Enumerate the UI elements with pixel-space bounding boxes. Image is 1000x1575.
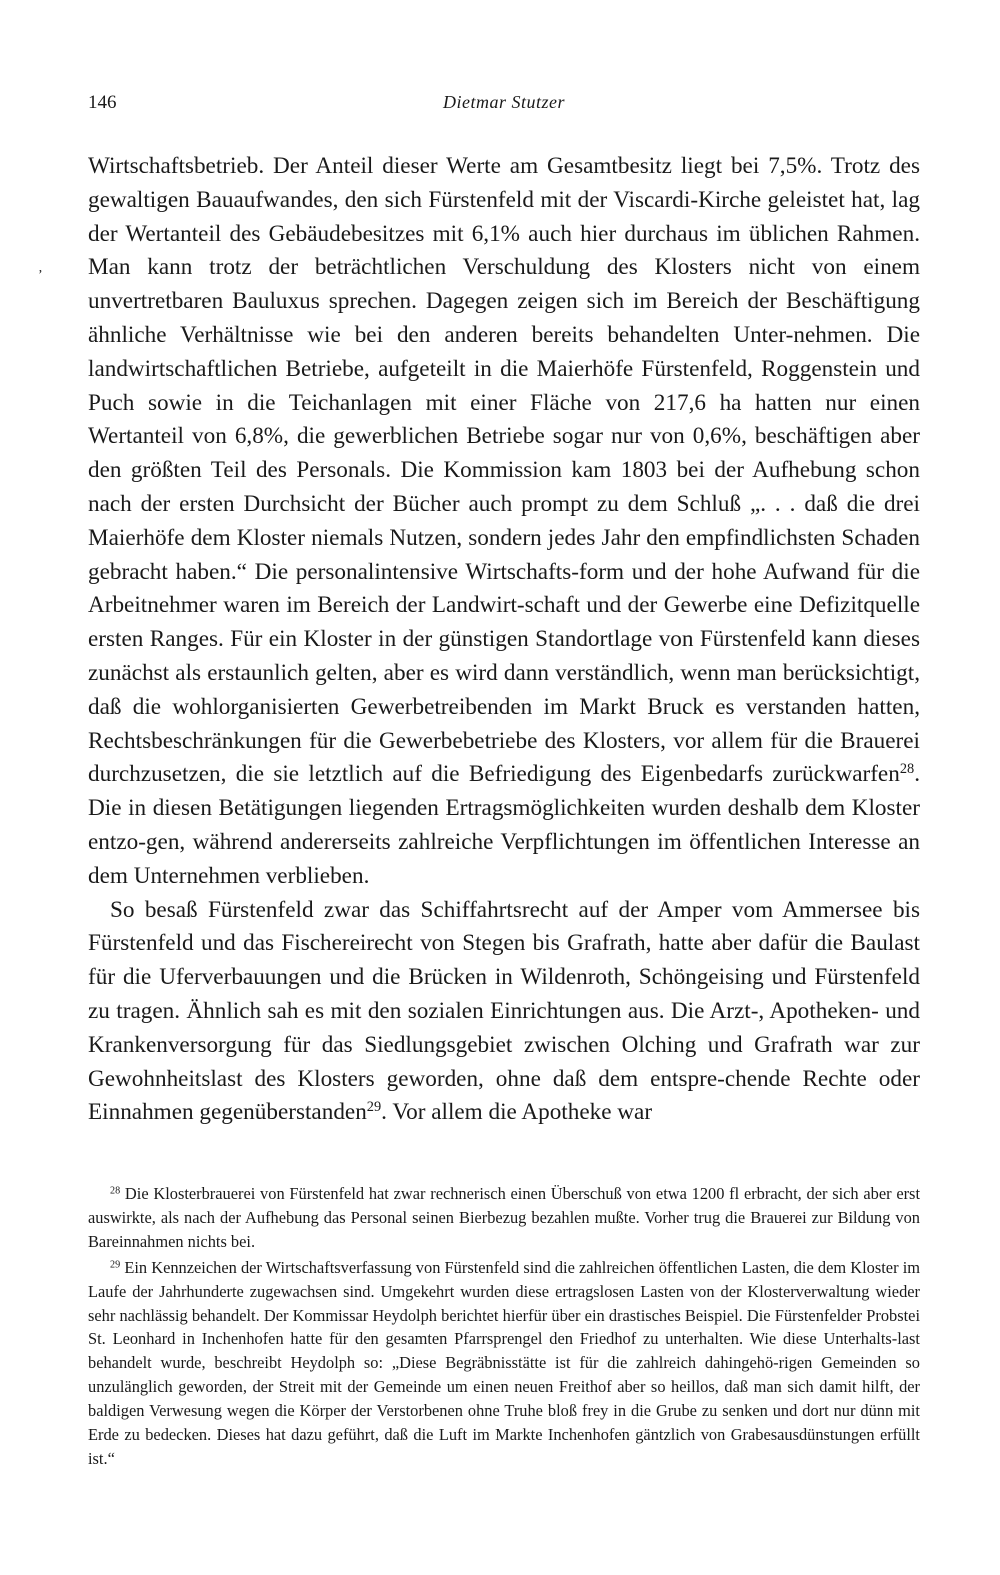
footnote-29 — [88, 1256, 920, 1471]
running-head-author: Dietmar Stutzer — [443, 92, 565, 112]
footnote-text: Die Klosterbrauerei von Fürstenfeld hat zwar rechnerisch einen Überschuß von etwa 1200 fl erbracht, der sich aber erst auswirkte, als nach der Aufhebung das Personal seinen Bierbezug bezahlen mußte. Vorher trug die Brauerei zur Bildung von Bareinnahmen nichts bei. — [88, 1184, 920, 1251]
paragraph-2-text-continued: . Vor allem die Apotheke war — [381, 1099, 653, 1126]
paragraph-2 — [88, 894, 920, 1131]
footnote-text: Ein Kennzeichen der Wirtschaftsverfassung von Fürstenfeld sind die zahlreichen öffentlichen Lasten, die dem Kloster im Laufe der Jahrhunderte zugewachsen sind. Umgekehrt wurden diese ertragslosen Lasten von der Klosterverwaltung wieder sehr nachlässig behandelt. Der Kommissar Heydolph berichtet hierfür über ein drastisches Beispiel. Die Fürstenfelder Probstei St. Leonhard in Inchenhofen hatte für den gesamten Pfarrsprengel den Friedhof zu unterhalten. Wie diese Unterhalts-last behandelt wurde, beschreibt Heydolph so: „Diese Begräbnisstätte ist für die zahlreich dahingehö-rigen Gemeinden so unzulänglich geworden, der Streit mit der Gemeinde um einen neuen Freithof aber so heillos, daß man sich damit hilft, der baldigen Verwesung wegen die Körper der Verstorbenen ohne Truhe bloß frey in die Grube zu senken und dort nur dünn mit Erde zu bedecken. Dieses hat dazu geführt, daß die Luft im Markte Inchenhofen gäntzlich von Grabesausdünstungen erfüllt ist.“ — [88, 1257, 920, 1468]
body-text — [88, 150, 920, 1130]
footnote-number: 28 — [110, 1185, 121, 1197]
paragraph-2-text: So besaß Fürstenfeld zwar das Schiffahrtsrecht auf der Amper vom Ammersee bis Fürstenfeld und das Fischereirecht von Stegen bis Grafrath, hatte aber dafür die Baulast für die Uferverbauungen und die Brücken in Wildenroth, Schöngeising und Fürstenfeld zu tragen. Ähnlich sah es mit den sozialen Einrichtungen aus. Die Arzt-, Apotheken- und Krankenversorgung für das Siedlungsgebiet zwischen Olching und Grafrath war zur Gewohnheitslast des Klosters geworden, ohne daß dem entspre-chende Rechte oder Einnahmen gegenüberstanden — [88, 896, 920, 1126]
page-number: 146 — [88, 92, 117, 113]
footnote-28 — [88, 1182, 920, 1254]
running-head — [88, 92, 920, 116]
footnotes — [88, 1182, 920, 1473]
footnote-ref-29: 29 — [366, 1099, 382, 1116]
paragraph-1 — [88, 150, 920, 894]
footnote-ref-28: 28 — [899, 761, 915, 778]
margin-mark: ʼ — [38, 268, 43, 283]
footnote-number: 29 — [110, 1259, 121, 1271]
paragraph-1-text: Wirtschaftsbetrieb. Der Anteil dieser Werte am Gesamtbesitz liegt bei 7,5%. Trotz des gewaltigen Bauaufwandes, den sich Fürstenfeld mit der Viscardi-Kirche geleistet hat, lag der Wertanteil des Gebäudebesitzes mit 6,1% auch hier durchaus im üblichen Rahmen. Man kann trotz der beträchtlichen Verschuldung des Klosters nicht von einem unvertretbaren Bauluxus sprechen. Dagegen zeigen sich im Bereich der Beschäftigung ähnliche Verhältnisse wie bei den anderen bereits behandelten Unter-nehmen. Die landwirtschaftlichen Betriebe, aufgeteilt in die Maierhöfe Fürstenfeld, Roggenstein und Puch sowie in die Teichanlagen mit einer Fläche von 217,6 ha hatten nur einen Wertanteil von 6,8%, die gewerblichen Betriebe sogar nur von 0,6%, beschäftigen aber den größten Teil des Personals. Die Kommission kam 1803 bei der Aufhebung schon nach der ersten Durchsicht der Bücher auch prompt zu dem Schluß „. . . daß die drei Maierhöfe dem Kloster niemals Nutzen, sondern jedes Jahr den empfindlichsten Schaden gebracht haben.“ Die personalintensive Wirtschafts-form und der hohe Aufwand für die Arbeitnehmer waren im Bereich der Landwirt-schaft und der Gewerbe eine Defizitquelle ersten Ranges. Für ein Kloster in der günstigen Standortlage von Fürstenfeld kann dieses zunächst als erstaunlich gelten, aber es wird dann verständlich, wenn man berücksichtigt, daß die wohlorganisierten Gewerbetreibenden im Markt Bruck es verstanden hatten, Rechtsbeschränkungen für die Gewerbebetriebe des Klosters, vor allem für die Brauerei durchzusetzen, die sie letztlich auf die Befriedigung des Eigenbedarfs zurückwarfen — [88, 153, 920, 788]
paragraph-1-text-continued: . Die in diesen Betätigungen liegenden Ertragsmöglichkeiten wurden deshalb dem Kloster entzo-gen, während andererseits zahlreiche Verpflichtungen im öffentlichen Interesse an dem Unternehmen verblieben. — [88, 761, 920, 889]
